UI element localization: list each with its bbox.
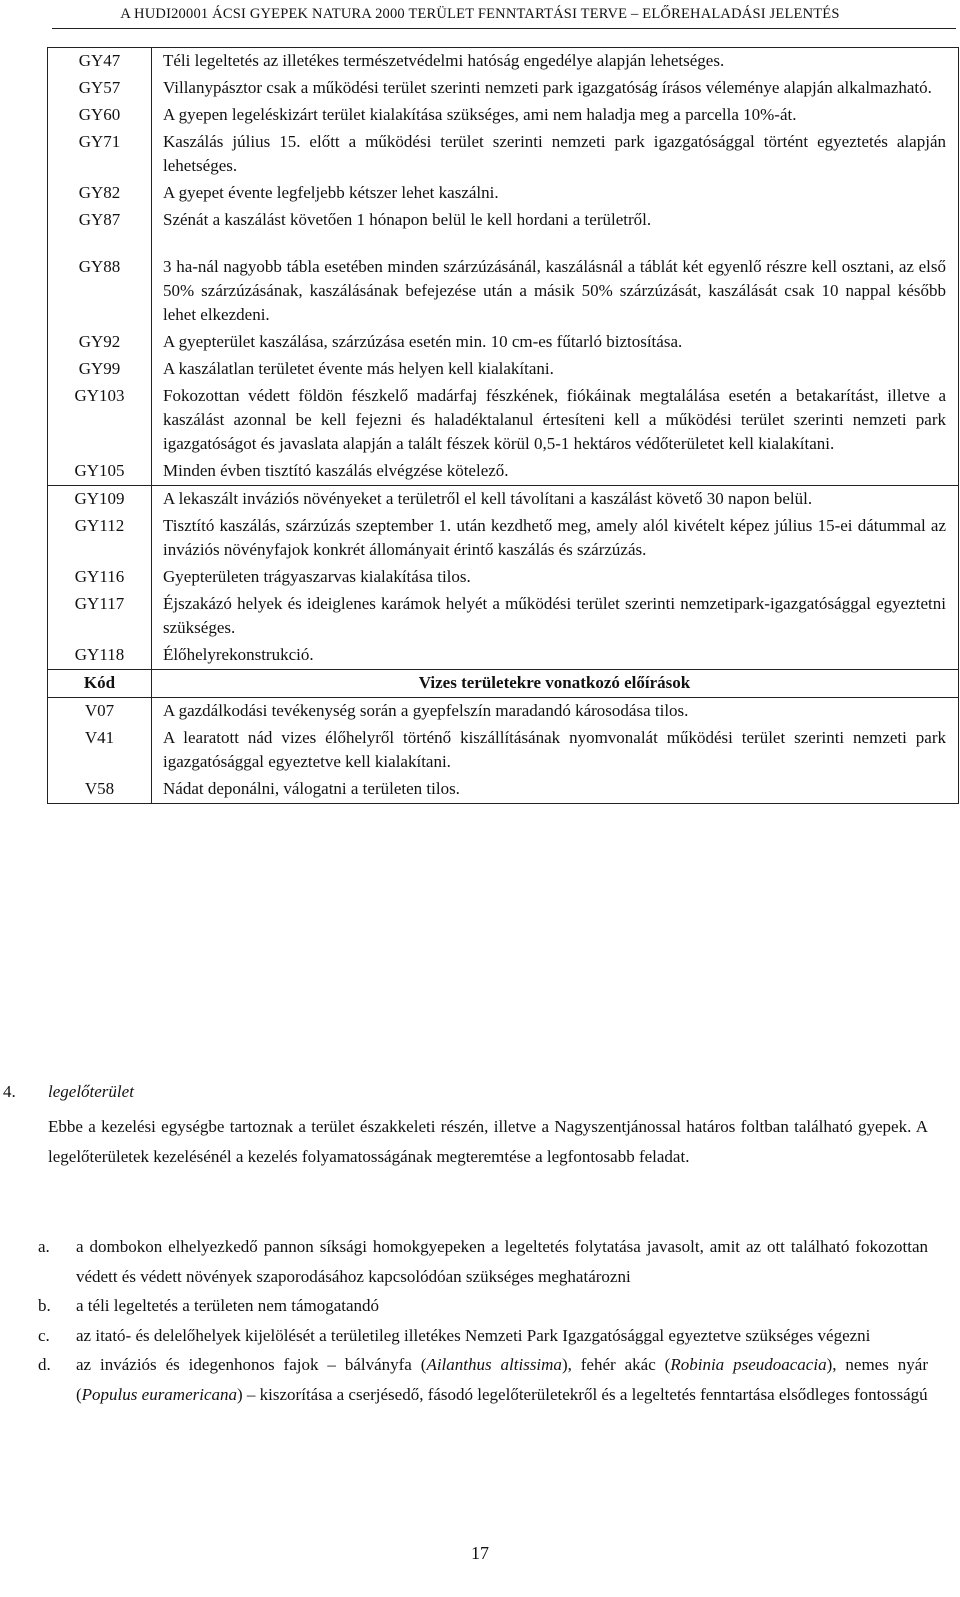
table-row <box>48 356 959 383</box>
rule-code: V41 <box>48 725 152 776</box>
table-row <box>48 75 959 102</box>
rule-text: A lekaszált inváziós növényeket a területről el kell távolítani a kaszálást követő 30 napon belül. <box>152 486 959 514</box>
rule-code: GY88 <box>48 254 152 329</box>
rule-text: A kaszálatlan területet évente más helyen kell kialakítani. <box>152 356 959 383</box>
table-row <box>48 48 959 76</box>
running-header: A HUDI20001 ÁCSI GYEPEK NATURA 2000 TERÜLET FENNTARTÁSI TERVE – ELŐREHALADÁSI JELENTÉS <box>120 6 840 22</box>
list-marker: b. <box>38 1296 51 1315</box>
rule-code: GY57 <box>48 75 152 102</box>
list-item-text: a téli legeltetés a területen nem támogatandó <box>76 1296 380 1315</box>
rule-text: A learatott nád vizes élőhelyről történő kiszállításának nyomvonalát működési terület szerinti nemzeti park igazgatósággal egyeztetve kell kialakítani. <box>152 725 959 776</box>
table-row <box>48 564 959 591</box>
text-run: ) – kiszorítása a cserjésedő, fásodó legelőterületekről és a legeltetés fenntartása elsődleges fontosságú <box>237 1384 928 1404</box>
rule-code: GY71 <box>48 129 152 180</box>
rule-text: Nádat deponálni, válogatni a területen tilos. <box>152 776 959 804</box>
rule-text: Kaszálás július 15. előtt a működési terület szerinti nemzeti park igazgatósággal történt egyeztetés alapján lehetséges. <box>152 129 959 180</box>
table-row <box>48 254 959 329</box>
rule-text: Szénát a kaszálást követően 1 hónapon belül le kell hordani a területről. <box>152 207 959 234</box>
table-row <box>48 698 959 726</box>
table-row <box>48 486 959 514</box>
rule-text: Tisztító kaszálás, szárzúzás szeptember 1. után kezdhető meg, amely alól kivételt képez július 15-ei dátummal az inváziós növényfajok konkrét állományait érintő kaszálás és szárzúzás. <box>152 513 959 564</box>
rule-code: GY47 <box>48 48 152 76</box>
rule-text: Vizes területekre vonatkozó előírások <box>152 670 959 698</box>
page-number: 17 <box>471 1543 489 1563</box>
rule-text: Éjszakázó helyek és ideiglenes karámok helyét a működési terület szerinti nemzetipark-igazgatósággal egyeztetni szükséges. <box>152 591 959 642</box>
text-run: ), nemes nyár ( <box>76 1355 928 1404</box>
rule-code: GY109 <box>48 486 152 514</box>
rule-text: Élőhelyrekonstrukció. <box>152 642 959 670</box>
rules-table <box>47 47 959 804</box>
section-number: 4. <box>3 1082 16 1101</box>
rule-text: Villanypásztor csak a működési terület szerinti nemzeti park igazgatóság írásos véleménye alapján alkalmazható. <box>152 75 959 102</box>
rule-code: GY82 <box>48 180 152 207</box>
rule-text: Gyepterületen trágyaszarvas kialakítása tilos. <box>152 564 959 591</box>
rule-text: Fokozottan védett földön fészkelő madárfaj fészkének, fiókáinak megtalálása esetén a betakarítást, illetve a kaszálást azonnal be kell fejezni és haladéktalanul értesíteni kell a működési terület szerinti nemzeti park igazgatóságot és javaslata alapján a talált fészek körül 0,5-1 hektáros védőterületet kell kialakítani. <box>152 383 959 458</box>
table-row <box>48 725 959 776</box>
rule-code: GY105 <box>48 458 152 486</box>
rule-code: GY87 <box>48 207 152 234</box>
rule-code: GY117 <box>48 591 152 642</box>
rule-text: A gyepen legeléskizárt terület kialakítása szükséges, ami nem haladja meg a parcella 10%-át. <box>152 102 959 129</box>
rule-text: A gazdálkodási tevékenység során a gyepfelszín maradandó károsodása tilos. <box>152 698 959 726</box>
rule-code: GY103 <box>48 383 152 458</box>
table-row <box>48 129 959 180</box>
row-gap <box>48 234 959 254</box>
rule-code: V58 <box>48 776 152 804</box>
rule-code: GY99 <box>48 356 152 383</box>
recommendation-list <box>0 1232 960 1409</box>
list-item <box>0 1350 960 1409</box>
table-row <box>48 329 959 356</box>
table-row <box>48 102 959 129</box>
species-name: Robinia pseudoacacia <box>670 1355 827 1374</box>
species-name: Ailanthus altissima <box>426 1355 562 1374</box>
section-paragraph: Ebbe a kezelési egységbe tartoznak a terület északkeleti részén, illetve a Nagyszentjánossal határos foltban található gyepek. A legelőterületek kezelésénél a kezelés folyamatosságának megteremtése a legfontosabb feladat. <box>48 1117 928 1166</box>
table-row <box>48 207 959 234</box>
rule-text: A gyepterület kaszálása, szárzúzása esetén min. 10 cm-es fűtarló biztosítása. <box>152 329 959 356</box>
list-marker: d. <box>38 1355 51 1374</box>
table-row <box>48 513 959 564</box>
rule-code: GY92 <box>48 329 152 356</box>
list-item <box>0 1232 960 1291</box>
text-run: ), fehér akác ( <box>561 1355 671 1374</box>
rule-text: 3 ha-nál nagyobb tábla esetében minden szárzúzásánál, kaszálásnál a táblát két egyenlő részre kell osztani, az első 50% szárzúzásának, kaszálásának befejezése után a másik 50% szárzúzását, kaszálását csak 10 nappal később lehet elkezdeni. <box>152 254 959 329</box>
list-item-text: a dombokon elhelyezkedő pannon síksági homokgyepeken a legeltetés folytatása javasolt, amit az ott található fokozottan védett és védett növények szaporodásához kapcsolódóan szükséges meghatározni <box>76 1237 928 1286</box>
rule-code: GY112 <box>48 513 152 564</box>
rule-code: GY60 <box>48 102 152 129</box>
table-row <box>48 642 959 670</box>
table-row <box>48 591 959 642</box>
section-title: legelőterület <box>48 1082 134 1101</box>
rule-code: V07 <box>48 698 152 726</box>
table-row <box>48 180 959 207</box>
list-item <box>0 1321 960 1351</box>
list-item-text <box>76 1350 928 1409</box>
list-item <box>0 1291 960 1321</box>
table-heading-row <box>48 670 959 698</box>
list-marker: c. <box>38 1325 50 1345</box>
rule-text: Minden évben tisztító kaszálás elvégzése kötelező. <box>152 458 959 486</box>
text-run: az inváziós és idegenhonos fajok – bálványfa ( <box>76 1355 427 1374</box>
rule-text: Téli legeltetés az illetékes természetvédelmi hatóság engedélye alapján lehetséges. <box>152 48 959 76</box>
list-item-text: az itató- és delelőhelyek kijelölését a területileg illetékes Nemzeti Park Igazgatósággal egyeztetve szükséges végezni <box>76 1325 871 1345</box>
rule-code: GY116 <box>48 564 152 591</box>
list-marker: a. <box>38 1237 50 1256</box>
table-row <box>48 458 959 486</box>
table-row <box>48 383 959 458</box>
table-row <box>48 776 959 804</box>
header-rule <box>52 28 956 29</box>
species-name: Populus euramericana <box>81 1384 238 1404</box>
rule-code: Kód <box>48 670 152 698</box>
rule-text: A gyepet évente legfeljebb kétszer lehet kaszálni. <box>152 180 959 207</box>
rule-code: GY118 <box>48 642 152 670</box>
